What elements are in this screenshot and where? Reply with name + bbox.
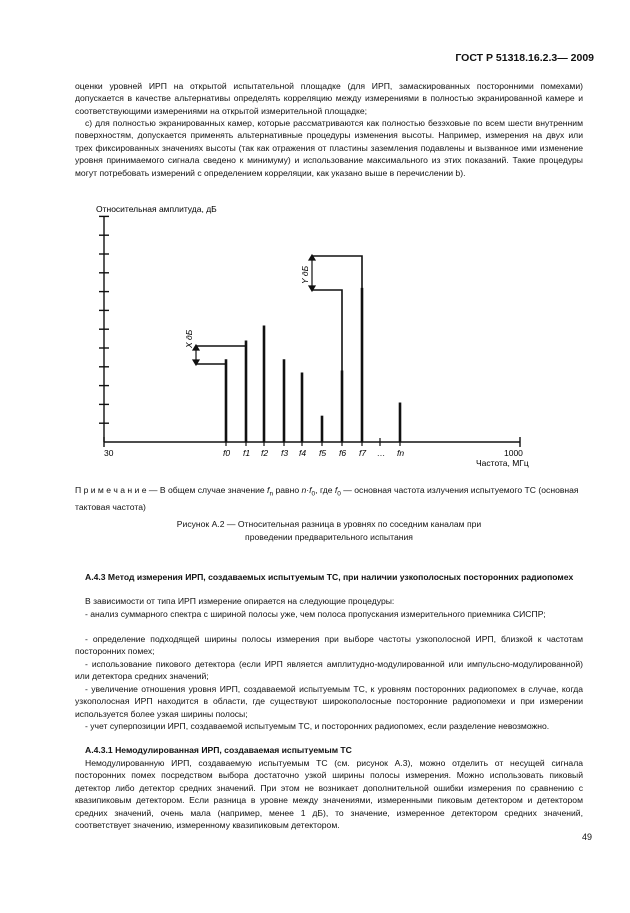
note-rest: — основная частота излучения испытуемого ТС (основная тактовая частота) <box>75 485 579 513</box>
note-fn: f <box>267 485 270 495</box>
x-start-label: 30 <box>104 448 114 458</box>
section-item-2: - определение подходящей ширины полосы измерения при выборе частоты узкополосной ИРП, близкой к частотам посторонних помех; <box>75 634 583 657</box>
x-db-label: X дБ <box>184 329 194 348</box>
intro-paragraph-1: оценки уровней ИРП на открытой испытательной площадке (для ИРП, замаскированных посторонними помехами) допускается в качестве альтернативы определять корреляцию между измерениями в полностью экранированной камере и соответствующими измерениями на открытой измерительной площадке; <box>75 81 583 116</box>
note-f0b-sub: 0 <box>337 490 341 498</box>
chart-y-label: Относительная амплитуда, дБ <box>96 204 217 214</box>
x-tick-label-f6: f6 <box>339 448 347 458</box>
note-fn-sub: n <box>269 490 274 498</box>
note-f0: f <box>309 485 312 495</box>
x-end-label: 1000 <box>504 448 523 458</box>
x-tick-label-fn: fn <box>397 448 405 458</box>
relative-amplitude-chart <box>80 198 560 470</box>
y-db-label: Y дБ <box>300 265 310 284</box>
x-tick-label-...: … <box>377 448 386 458</box>
step-f7-level <box>312 256 362 442</box>
note-sep: , где <box>315 485 335 495</box>
x-tick-label-f1: f1 <box>243 448 251 458</box>
caption-line-1: Рисунок А.2 — Относительная разница в уровнях по соседним каналам при <box>176 519 482 529</box>
note-dot: · <box>306 485 310 495</box>
figure-note <box>75 484 583 514</box>
note-mid: равно <box>273 485 302 495</box>
step-f1-level <box>196 346 246 364</box>
note-f0-sub: 0 <box>311 490 316 498</box>
note-n: n <box>301 485 307 495</box>
standard-header: ГОСТ Р 51318.16.2.3— 2009 <box>455 52 594 64</box>
section-item-1: - анализ суммарного спектра с шириной полосы уже, чем полоса пропускания измерительного приемника СИСПР; <box>85 609 546 619</box>
section-heading: А.4.3 Метод измерения ИРП, создаваемых испытуемым ТС, при наличии узкополосных посторонних радиопомех <box>85 572 574 582</box>
intro-paragraph-2: c) для полностью экранированных камер, которые рассматриваются как полностью безэховые по всем шести внутренним поверхностям, допускается применять альтернативные процедуры изменения высоты. Например, измерения на двух или трех фиксированных значениях высоты (так как отражения от пластины заземления подавлены и вызванное ими изменение уровня принимаемого сигнала сведено к минимуму) и использование максимального из этих показаний. Такие процедуры могут потребовать измерений с определением корреляции, как указано выше в перечислении b). <box>75 118 583 178</box>
x-tick-label-f5: f5 <box>319 448 327 458</box>
note-f0b: f <box>334 485 338 495</box>
x-tick-label-f4: f4 <box>299 448 307 458</box>
page-number: 49 <box>581 832 592 842</box>
x-tick-label-f7: f7 <box>359 448 367 458</box>
note-lead: П р и м е ч а н и е — В общем случае значение <box>75 485 268 495</box>
subsection-text: Немодулированную ИРП, создаваемую испытуемым ТС (см. рисунок А.3), можно отделить от несущей сигнала посторонних помех посредством выбора достаточно узкой ширины полосы измерения. Можно использовать пиковый детектор либо детектор средних значений. При этом не возникает дополнительной ошибки измерения по сравнению с квазипиковым детектором. Если разница в уровне между значениями, измеренными пиковым детектором и детектором средних значений, очень мала (например, менее 1 дБ), то значение, измеренное детектором средних значений, соответствует значению, измеренному квазипиковым детектором. <box>75 758 583 831</box>
x-tick-label-f2: f2 <box>261 448 269 458</box>
x-tick-label-f0: f0 <box>223 448 231 458</box>
section-intro: В зависимости от типа ИРП измерение опирается на следующие процедуры: <box>85 596 395 606</box>
chart-x-label: Частота, МГц <box>476 458 529 468</box>
x-tick-label-f3: f3 <box>281 448 289 458</box>
step-f6-level <box>312 290 342 442</box>
section-item-3: - использование пикового детектора (если ИРП является амплитудно-модулированной или импульсно-модулированной) или детектора средних значений; <box>75 659 583 682</box>
section-item-4: - увеличение отношения уровня ИРП, создаваемой испытуемым ТС, к уровням посторонних радиопомех в случае, когда узкополосная ИРП находится в области, где существуют широкополосные посторонние радиопомехи и при измерении используется более узкая ширины полосы; <box>75 684 583 719</box>
subsection-heading: А.4.3.1 Немодулированная ИРП, создаваемая испытуемым ТС <box>85 745 352 755</box>
section-item-5: - учет суперпозиции ИРП, создаваемой испытуемым ТС, и посторонних радиопомех, если разделение невозможно. <box>85 721 550 731</box>
caption-line-2: проведении предварительного испытания <box>245 532 413 542</box>
figure-caption <box>75 518 583 544</box>
